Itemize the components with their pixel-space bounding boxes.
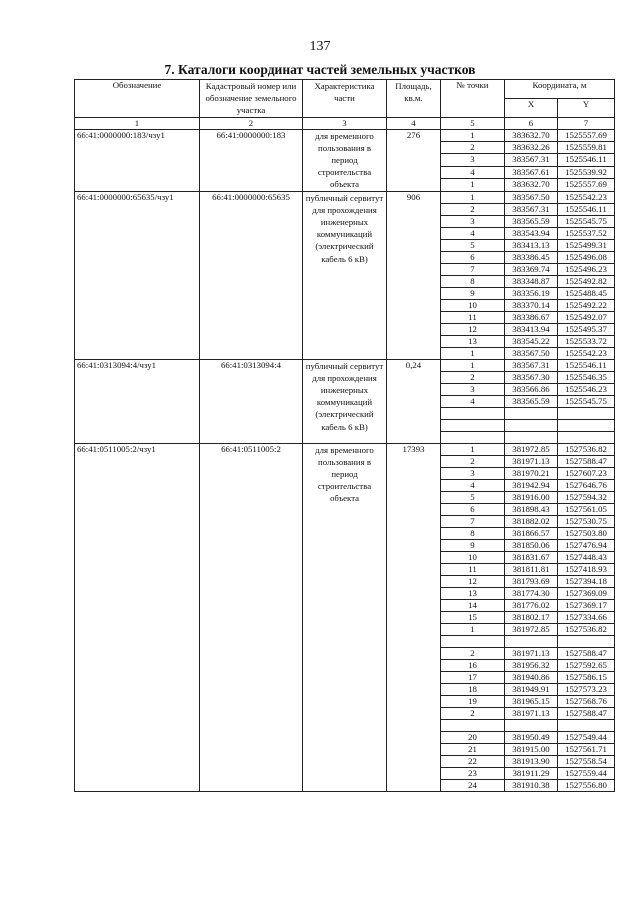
coord-x <box>505 719 558 731</box>
coord-y: 1525499.31 <box>558 239 615 251</box>
coord-y: 1527448.43 <box>558 551 615 563</box>
coord-x: 383348.87 <box>505 275 558 287</box>
coord-y: 1525496.23 <box>558 263 615 275</box>
coord-x: 383565.59 <box>505 395 558 407</box>
point-number: 19 <box>441 695 505 707</box>
catalog-body <box>75 129 615 791</box>
header-row <box>75 80 615 99</box>
point-number: 3 <box>441 154 505 166</box>
coord-y: 1525545.75 <box>558 395 615 407</box>
coord-y: 1527369.17 <box>558 599 615 611</box>
part-characteristic: публичный сервитут для прохождения инженерных коммуникаций (электрический кабель 6 кВ) <box>303 359 387 443</box>
coord-y <box>558 419 615 431</box>
point-number: 6 <box>441 251 505 263</box>
coord-y: 1525546.23 <box>558 383 615 395</box>
coord-x: 383567.30 <box>505 371 558 383</box>
coord-y: 1525495.37 <box>558 323 615 335</box>
coord-y: 1527476.94 <box>558 539 615 551</box>
coord-x: 381972.85 <box>505 443 558 455</box>
coord-y: 1525492.07 <box>558 311 615 323</box>
coord-x: 381942.94 <box>505 479 558 491</box>
coord-y: 1525545.75 <box>558 215 615 227</box>
coord-x: 383545.22 <box>505 335 558 347</box>
point-number: 22 <box>441 755 505 767</box>
coord-x: 381965.15 <box>505 695 558 707</box>
coord-x: 381898.43 <box>505 503 558 515</box>
header-y: Y <box>558 98 615 117</box>
table-row <box>75 359 615 371</box>
coord-y: 1527334.66 <box>558 611 615 623</box>
coord-y: 1525546.11 <box>558 203 615 215</box>
point-number: 8 <box>441 275 505 287</box>
part-characteristic: публичный сервитут для прохождения инженерных коммуникаций (электрический кабель 6 кВ) <box>303 191 387 359</box>
point-number: 24 <box>441 779 505 791</box>
coord-x: 383413.13 <box>505 239 558 251</box>
coord-y: 1527394.18 <box>558 575 615 587</box>
coord-x: 383566.86 <box>505 383 558 395</box>
coord-y: 1527586.15 <box>558 671 615 683</box>
coord-x: 381972.85 <box>505 623 558 635</box>
column-number: 4 <box>387 117 441 129</box>
coord-x: 381910.38 <box>505 779 558 791</box>
point-number: 11 <box>441 311 505 323</box>
column-number: 6 <box>505 117 558 129</box>
point-number: 2 <box>441 203 505 215</box>
point-number: 4 <box>441 227 505 239</box>
point-number: 16 <box>441 659 505 671</box>
point-number: 1 <box>441 179 505 191</box>
coord-x: 383632.70 <box>505 179 558 191</box>
coord-x: 383567.31 <box>505 359 558 371</box>
coord-x: 383567.61 <box>505 166 558 178</box>
coord-y: 1525496.08 <box>558 251 615 263</box>
point-number: 6 <box>441 503 505 515</box>
point-number: 4 <box>441 479 505 491</box>
part-area: 906 <box>387 191 441 359</box>
coord-x: 383386.45 <box>505 251 558 263</box>
coord-y: 1527503.80 <box>558 527 615 539</box>
coordinates-catalog-table <box>74 79 615 792</box>
header-characteristic: Характеристика части <box>303 80 387 118</box>
point-number: 7 <box>441 263 505 275</box>
coord-y: 1527561.05 <box>558 503 615 515</box>
point-number: 5 <box>441 491 505 503</box>
coord-y: 1525542.23 <box>558 347 615 359</box>
page-title: 7. Каталоги координат частей земельных участков <box>164 62 476 77</box>
coord-x <box>505 407 558 419</box>
header-cadastral: Кадастровый номер или обозначение земельного участка <box>200 80 303 118</box>
header-area: Площадь, кв.м. <box>387 80 441 118</box>
coord-x: 381811.81 <box>505 563 558 575</box>
point-number: 2 <box>441 455 505 467</box>
coord-y: 1527561.71 <box>558 743 615 755</box>
coord-x: 381913.90 <box>505 755 558 767</box>
coord-x: 383567.50 <box>505 191 558 203</box>
coord-x: 381971.13 <box>505 455 558 467</box>
point-number <box>441 407 505 419</box>
coord-y: 1525537.52 <box>558 227 615 239</box>
coord-y: 1527594.32 <box>558 491 615 503</box>
point-number: 23 <box>441 767 505 779</box>
column-number: 3 <box>303 117 387 129</box>
coord-y: 1527592.65 <box>558 659 615 671</box>
part-area: 17393 <box>387 443 441 791</box>
point-number: 12 <box>441 323 505 335</box>
part-designation: 66:41:0000000:65635/чзу1 <box>75 191 200 359</box>
table-row <box>75 443 615 455</box>
coord-x: 383567.31 <box>505 203 558 215</box>
cadastral-number: 66:41:0511005:2 <box>200 443 303 791</box>
point-number: 13 <box>441 335 505 347</box>
coord-y: 1525533.72 <box>558 335 615 347</box>
cadastral-number: 66:41:0313094:4 <box>200 359 303 443</box>
coord-x: 381949.91 <box>505 683 558 695</box>
point-number: 9 <box>441 539 505 551</box>
part-designation: 66:41:0000000:183/чзу1 <box>75 129 200 191</box>
coord-x: 383565.59 <box>505 215 558 227</box>
point-number: 18 <box>441 683 505 695</box>
coord-y: 1527646.76 <box>558 479 615 491</box>
coord-y: 1527418.93 <box>558 563 615 575</box>
coord-y: 1525542.23 <box>558 191 615 203</box>
coord-x: 381915.00 <box>505 743 558 755</box>
cadastral-number: 66:41:0000000:65635 <box>200 191 303 359</box>
coord-y <box>558 431 615 443</box>
point-number <box>441 635 505 647</box>
coord-x: 381850.06 <box>505 539 558 551</box>
point-number: 20 <box>441 731 505 743</box>
coord-y: 1525557.69 <box>558 179 615 191</box>
coord-x: 383632.70 <box>505 129 558 141</box>
coord-x: 381831.67 <box>505 551 558 563</box>
table-row <box>75 191 615 203</box>
point-number <box>441 719 505 731</box>
point-number <box>441 419 505 431</box>
coord-y: 1527536.82 <box>558 443 615 455</box>
coord-y: 1527559.44 <box>558 767 615 779</box>
coord-x: 381774.30 <box>505 587 558 599</box>
coord-x: 383567.50 <box>505 347 558 359</box>
coord-y: 1525557.69 <box>558 129 615 141</box>
part-designation: 66:41:0313094:4/чзу1 <box>75 359 200 443</box>
coord-x: 381950.49 <box>505 731 558 743</box>
part-area: 0,24 <box>387 359 441 443</box>
part-designation: 66:41:0511005:2/чзу1 <box>75 443 200 791</box>
coord-y: 1527369.09 <box>558 587 615 599</box>
coord-y: 1527549.44 <box>558 731 615 743</box>
coord-x: 383543.94 <box>505 227 558 239</box>
coord-x: 383369.74 <box>505 263 558 275</box>
column-number: 1 <box>75 117 200 129</box>
point-number: 3 <box>441 215 505 227</box>
point-number: 2 <box>441 647 505 659</box>
coord-y: 1527530.75 <box>558 515 615 527</box>
column-number: 2 <box>200 117 303 129</box>
point-number: 7 <box>441 515 505 527</box>
point-number: 1 <box>441 347 505 359</box>
coord-y <box>558 719 615 731</box>
page-number: 137 <box>309 39 331 54</box>
point-number: 15 <box>441 611 505 623</box>
column-number-row <box>75 117 615 129</box>
cadastral-number: 66:41:0000000:183 <box>200 129 303 191</box>
point-number: 1 <box>441 623 505 635</box>
table-row <box>75 129 615 141</box>
coord-y: 1527588.47 <box>558 455 615 467</box>
coord-x: 381882.02 <box>505 515 558 527</box>
coord-y: 1527588.47 <box>558 707 615 719</box>
point-number: 4 <box>441 395 505 407</box>
coord-y <box>558 635 615 647</box>
coord-x: 383370.14 <box>505 299 558 311</box>
coord-x: 383413.94 <box>505 323 558 335</box>
coord-x: 381802.17 <box>505 611 558 623</box>
coord-y: 1527558.54 <box>558 755 615 767</box>
point-number: 17 <box>441 671 505 683</box>
point-number: 4 <box>441 166 505 178</box>
coord-y: 1525539.92 <box>558 166 615 178</box>
coord-x: 381971.13 <box>505 647 558 659</box>
coord-y: 1527536.82 <box>558 623 615 635</box>
coord-y: 1527556.80 <box>558 779 615 791</box>
point-number: 1 <box>441 129 505 141</box>
point-number: 11 <box>441 563 505 575</box>
point-number: 2 <box>441 371 505 383</box>
header-coords: Координата, м <box>505 80 615 99</box>
column-number: 5 <box>441 117 505 129</box>
point-number: 1 <box>441 359 505 371</box>
coord-x: 381940.86 <box>505 671 558 683</box>
coord-y: 1525546.11 <box>558 154 615 166</box>
point-number: 21 <box>441 743 505 755</box>
coord-x: 381793.69 <box>505 575 558 587</box>
header-x: X <box>505 98 558 117</box>
coord-x: 381911.29 <box>505 767 558 779</box>
point-number: 10 <box>441 299 505 311</box>
point-number <box>441 431 505 443</box>
coord-y: 1527607.23 <box>558 467 615 479</box>
point-number: 14 <box>441 599 505 611</box>
point-number: 5 <box>441 239 505 251</box>
coord-y: 1525546.35 <box>558 371 615 383</box>
header-point: № точки <box>441 80 505 118</box>
coord-x: 381866.57 <box>505 527 558 539</box>
point-number: 3 <box>441 383 505 395</box>
part-area: 276 <box>387 129 441 191</box>
point-number: 2 <box>441 142 505 154</box>
point-number: 1 <box>441 191 505 203</box>
part-characteristic: для временного пользования в период строительства объекта <box>303 443 387 791</box>
point-number: 13 <box>441 587 505 599</box>
coord-x: 381970.21 <box>505 467 558 479</box>
coord-y: 1527588.47 <box>558 647 615 659</box>
coord-x <box>505 431 558 443</box>
coord-y: 1527568.76 <box>558 695 615 707</box>
coord-x: 381971.13 <box>505 707 558 719</box>
coord-y: 1527573.23 <box>558 683 615 695</box>
point-number: 12 <box>441 575 505 587</box>
coord-x: 383386.67 <box>505 311 558 323</box>
coord-y: 1525492.82 <box>558 275 615 287</box>
point-number: 1 <box>441 443 505 455</box>
point-number: 10 <box>441 551 505 563</box>
coord-y: 1525546.11 <box>558 359 615 371</box>
point-number: 9 <box>441 287 505 299</box>
coord-x: 381916.00 <box>505 491 558 503</box>
coord-y: 1525559.81 <box>558 142 615 154</box>
coord-x: 383356.19 <box>505 287 558 299</box>
column-number: 7 <box>558 117 615 129</box>
point-number: 3 <box>441 467 505 479</box>
coord-x <box>505 635 558 647</box>
point-number: 2 <box>441 707 505 719</box>
coord-y: 1525492.22 <box>558 299 615 311</box>
coord-x: 381776.02 <box>505 599 558 611</box>
coord-x: 381956.32 <box>505 659 558 671</box>
header-designation: Обозначение <box>75 80 200 118</box>
coord-x: 383567.31 <box>505 154 558 166</box>
coord-y <box>558 407 615 419</box>
point-number: 8 <box>441 527 505 539</box>
coord-x: 383632.26 <box>505 142 558 154</box>
coord-y: 1525488.45 <box>558 287 615 299</box>
coord-x <box>505 419 558 431</box>
part-characteristic: для временного пользования в период строительства объекта <box>303 129 387 191</box>
